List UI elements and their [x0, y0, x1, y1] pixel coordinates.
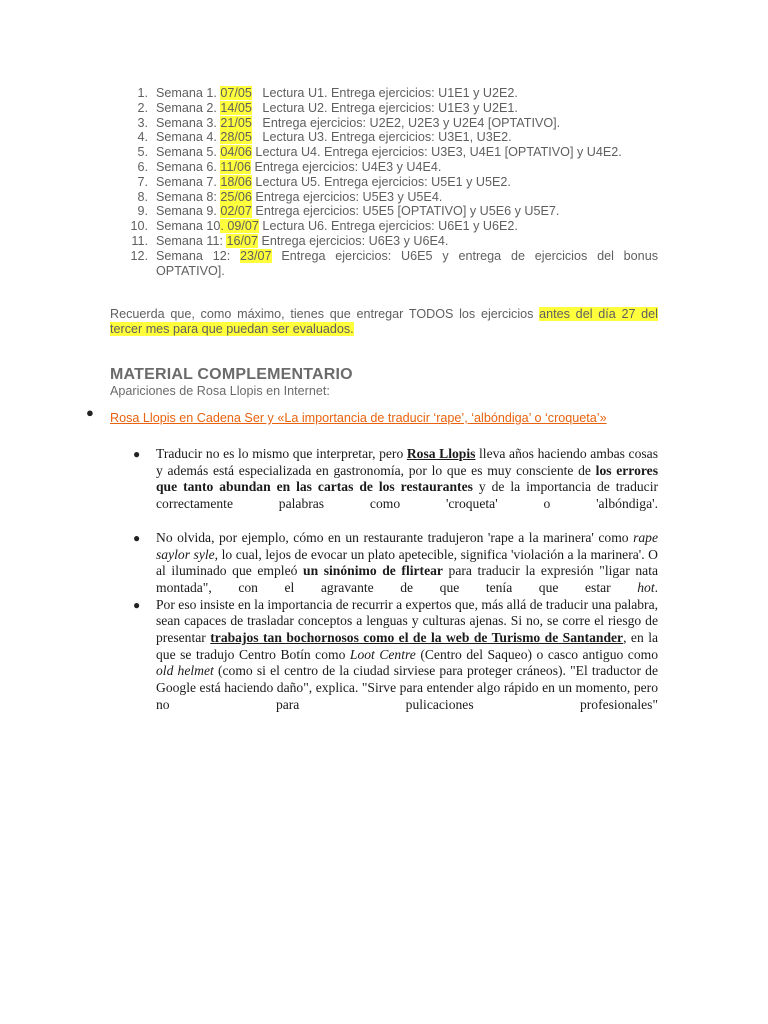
week-date: . 09/07: [220, 219, 259, 234]
week-tasks: Lectura U6. Entrega ejercicios: U6E1 y U6E2.: [258, 219, 518, 234]
week-date: 11/06: [220, 159, 252, 174]
text-span: No olvida, por ejemplo, cómo en un restaurante tradujeron 'rape a la marinera' como: [156, 529, 634, 545]
week-date: 23/07: [240, 248, 272, 263]
schedule-item: [110, 116, 658, 131]
week-tasks: Entrega ejercicios: U6E5 y entrega de ejercicios del bonus OPTATIVO].: [156, 248, 662, 278]
turismo-santander-link[interactable]: trabajos tan bochornosos como el de la web de Turismo de Santander: [210, 630, 624, 646]
item-number: 4.: [137, 130, 148, 145]
schedule-item: [110, 160, 658, 175]
week-label: Semana 5.: [156, 145, 221, 160]
italic-phrase: Loot Centre: [349, 646, 416, 662]
item-number: 1.: [137, 86, 148, 100]
week-label: Semana 12:: [156, 248, 241, 263]
reminder-text: Recuerda que, como máximo, tienes que entregar TODOS los ejercicios: [110, 307, 540, 321]
section-subheading: Apariciones de Rosa Llopis en Internet:: [110, 384, 330, 398]
week-date: 14/05: [220, 100, 252, 115]
week-label: Semana 1.: [156, 86, 221, 100]
schedule-item: [110, 101, 658, 116]
bullet-icon: ●: [133, 530, 141, 545]
week-date: 07/05: [220, 86, 252, 100]
list-item: [133, 596, 659, 714]
bold-phrase: los errores que tanto abundan en las cartas de los restaurantes: [156, 462, 658, 495]
weekly-schedule-list: [110, 86, 662, 278]
week-date: 18/06: [220, 174, 252, 189]
schedule-item: [110, 130, 658, 145]
schedule-item: [110, 204, 658, 219]
schedule-item: [110, 145, 658, 160]
week-tasks: Lectura U3. Entrega ejercicios: U3E1, U3E2.: [251, 130, 512, 145]
text-span: y de la importancia de traducir correctamente palabras como 'croqueta' o 'albóndiga'.: [156, 479, 658, 512]
week-label: Semana 10: [156, 219, 221, 234]
schedule-item: [110, 86, 658, 101]
schedule-item: [110, 234, 658, 249]
schedule-item: [110, 190, 658, 205]
bullet-icon: ●: [133, 597, 141, 612]
item-number: 3.: [137, 115, 148, 130]
text-span: lleva años haciendo ambas cosas y además está especializada en gastronomía, por lo que es muy consciente de: [156, 446, 659, 478]
item-number: 7.: [137, 174, 148, 189]
article-bullets: [133, 446, 659, 714]
bold-phrase: un sinónimo de flirtear: [303, 563, 443, 579]
bullet-icon: ●: [86, 405, 94, 420]
week-tasks: Entrega ejercicios: U4E3 y U4E4.: [251, 159, 442, 174]
bullet-icon: ●: [133, 447, 141, 461]
week-date: 28/05: [220, 130, 252, 145]
week-label: Semana 11:: [156, 233, 227, 248]
reminder-highlight: antes del día 27 del tercer mes para que puedan ser evaluados.: [110, 307, 658, 336]
text-span: Traducir no es lo mismo que interpretar, pero: [156, 446, 407, 461]
week-label: Semana 9.: [156, 204, 221, 219]
text-span: .: [654, 579, 658, 595]
week-date: 04/06: [220, 145, 252, 160]
item-number: 8.: [137, 189, 148, 204]
item-number: 9.: [137, 204, 148, 219]
week-tasks: Lectura U4. Entrega ejercicios: U3E3, U4E1 [OPTATIVO] y U4E2.: [251, 145, 622, 160]
week-tasks: Lectura U1. Entrega ejercicios: U1E1 y U2E2.: [251, 86, 518, 100]
cadena-ser-link[interactable]: Rosa Llopis en Cadena Ser y «La importancia de traducir ‘rape’, ‘albóndiga’ o ‘croqueta’»: [110, 411, 607, 425]
week-label: Semana 3.: [156, 115, 221, 130]
reminder-paragraph: [110, 307, 658, 337]
item-number: 2.: [137, 100, 148, 115]
item-number: 11.: [131, 233, 148, 248]
week-tasks: Entrega ejercicios: U6E3 y U6E4.: [258, 233, 449, 248]
week-label: Semana 2.: [156, 100, 221, 115]
week-tasks: Entrega ejercicios: U5E5 [OPTATIVO] y U5E6 y U5E7.: [251, 204, 560, 219]
week-tasks: Entrega ejercicios: U5E3 y U5E4.: [251, 189, 443, 204]
week-date: 21/05: [220, 115, 252, 130]
week-tasks: Lectura U5. Entrega ejercicios: U5E1 y U5E2.: [251, 174, 511, 189]
italic-phrase: old helmet: [156, 663, 214, 679]
list-item: [133, 529, 659, 597]
list-item: [133, 446, 659, 513]
week-label: Semana 4.: [156, 130, 221, 145]
text-span: para traducir la expresión "ligar nata montada", con el agravante de que tenía que estar: [156, 563, 659, 595]
schedule-item: [110, 248, 662, 279]
week-date: 02/07: [220, 204, 252, 219]
item-number: 10.: [130, 219, 148, 234]
section-heading: MATERIAL COMPLEMENTARIO: [110, 366, 353, 383]
week-tasks: Lectura U2. Entrega ejercicios: U1E3 y U2E1.: [251, 100, 518, 115]
italic-phrase: hot: [637, 579, 655, 595]
item-number: 6.: [137, 159, 148, 174]
text-span: , lo cual, lejos de evocar un plato apetecible, significa 'violación a la marinera'. O al iluminado que empleó: [156, 546, 658, 579]
week-label: Semana 8:: [156, 189, 221, 204]
week-tasks: Entrega ejercicios: U2E2, U2E3 y U2E4 [OPTATIVO].: [251, 115, 561, 130]
text-span: (como si el centro de la ciudad sirviese para proteger cráneos). "El traductor de Google está haciendo daño", explica. "Sirve para entender algo rápido en un momento, pero no para pulicaciones profesionales": [156, 663, 658, 712]
week-label: Semana 6.: [156, 159, 221, 174]
week-label: Semana 7.: [156, 174, 221, 189]
schedule-item: [110, 219, 658, 234]
item-number: 5.: [137, 145, 148, 160]
rosa-llopis-link[interactable]: Rosa Llopis: [406, 446, 476, 461]
week-date: 16/07: [226, 233, 258, 248]
text-span: Por eso insiste en la importancia de recurrir a expertos que, más allá de traducir una palabra, sean capaces de trasladar conceptos a lenguas y culturas ajenas. Si no, se corre el riesgo de presentar: [156, 596, 659, 646]
schedule-item: [110, 175, 658, 190]
text-span: (Centro del Saqueo) o casco antiguo como: [415, 646, 658, 662]
italic-phrase: rape saylor syle: [156, 529, 658, 562]
week-date: 25/06: [220, 189, 252, 204]
item-number: 12.: [130, 248, 148, 263]
text-span: , en la que se tradujo Centro Botín como: [156, 630, 659, 662]
